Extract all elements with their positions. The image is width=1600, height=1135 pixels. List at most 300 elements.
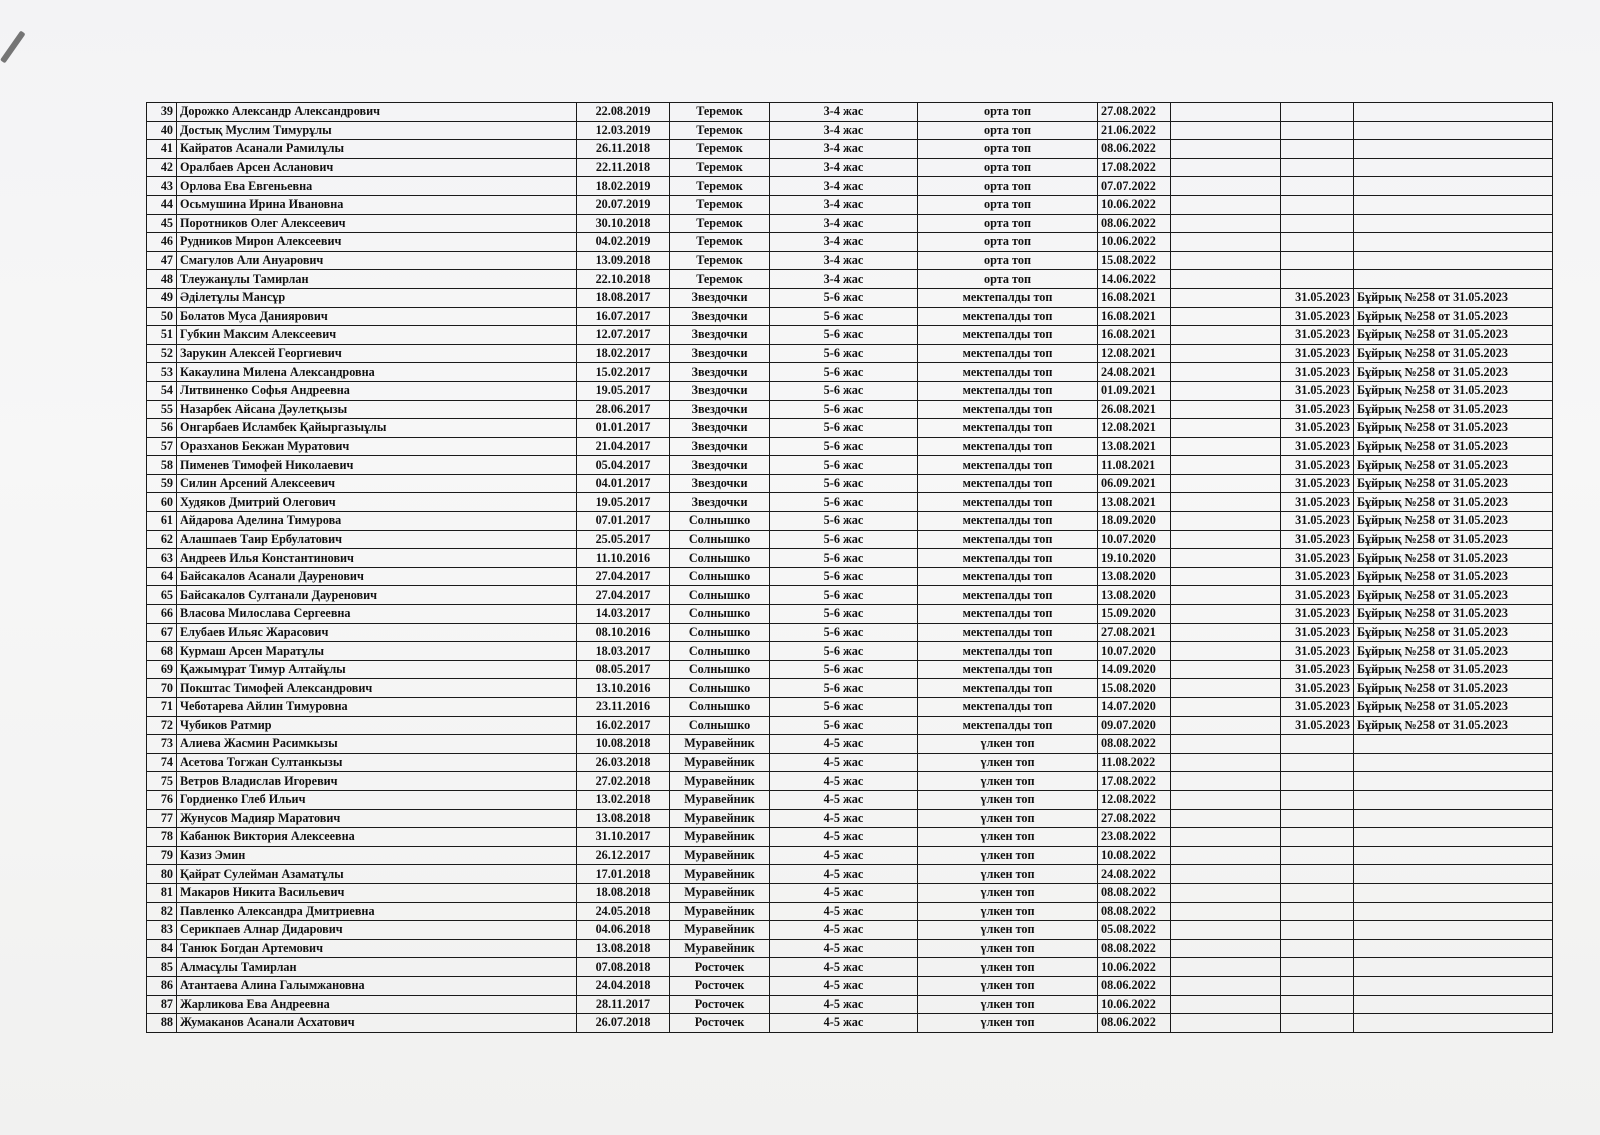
age-range-cell: 4-5 жас bbox=[770, 772, 918, 791]
group-level-cell: мектепалды топ bbox=[918, 549, 1098, 568]
group-name-cell: Теремок bbox=[670, 177, 770, 196]
group-name-cell: Солнышко bbox=[670, 605, 770, 624]
age-range-cell: 5-6 жас bbox=[770, 698, 918, 717]
row-number-cell: 70 bbox=[147, 679, 177, 698]
group-name-cell: Росточек bbox=[670, 958, 770, 977]
child-name-cell: Тлеужанұлы Тамирлан bbox=[177, 270, 577, 289]
admission-date-cell: 13.08.2021 bbox=[1098, 493, 1171, 512]
admission-date-cell: 27.08.2022 bbox=[1098, 103, 1171, 122]
table-row bbox=[147, 865, 1553, 884]
empty-cell-cell bbox=[1171, 809, 1281, 828]
departure-date-cell bbox=[1281, 772, 1354, 791]
departure-date-cell: 31.05.2023 bbox=[1281, 549, 1354, 568]
group-name-cell: Звездочки bbox=[670, 493, 770, 512]
age-range-cell: 5-6 жас bbox=[770, 567, 918, 586]
departure-date-cell: 31.05.2023 bbox=[1281, 437, 1354, 456]
empty-cell-cell bbox=[1171, 716, 1281, 735]
empty-cell-cell bbox=[1171, 642, 1281, 661]
admission-date-cell: 07.07.2022 bbox=[1098, 177, 1171, 196]
order-reference-cell: Бұйрық №258 от 31.05.2023 bbox=[1354, 474, 1553, 493]
admission-date-cell: 14.06.2022 bbox=[1098, 270, 1171, 289]
departure-date-cell: 31.05.2023 bbox=[1281, 660, 1354, 679]
departure-date-cell bbox=[1281, 158, 1354, 177]
row-number-cell: 68 bbox=[147, 642, 177, 661]
table-row bbox=[147, 1014, 1553, 1033]
admission-date-cell: 10.06.2022 bbox=[1098, 195, 1171, 214]
age-range-cell: 4-5 жас bbox=[770, 735, 918, 754]
row-number-cell: 88 bbox=[147, 1014, 177, 1033]
group-name-cell: Солнышко bbox=[670, 698, 770, 717]
empty-cell-cell bbox=[1171, 883, 1281, 902]
group-level-cell: мектепалды топ bbox=[918, 642, 1098, 661]
departure-date-cell: 31.05.2023 bbox=[1281, 326, 1354, 345]
table-row bbox=[147, 512, 1553, 531]
child-name-cell: Смагулов Али Ануарович bbox=[177, 251, 577, 270]
departure-date-cell: 31.05.2023 bbox=[1281, 567, 1354, 586]
table-row bbox=[147, 586, 1553, 605]
child-name-cell: Айдарова Аделина Тимурова bbox=[177, 512, 577, 531]
departure-date-cell: 31.05.2023 bbox=[1281, 586, 1354, 605]
departure-date-cell bbox=[1281, 735, 1354, 754]
age-range-cell: 4-5 жас bbox=[770, 902, 918, 921]
table-row bbox=[147, 419, 1553, 438]
admission-date-cell: 08.08.2022 bbox=[1098, 883, 1171, 902]
departure-date-cell bbox=[1281, 177, 1354, 196]
group-level-cell: орта топ bbox=[918, 103, 1098, 122]
child-name-cell: Назарбек Айсана Дәулетқызы bbox=[177, 400, 577, 419]
child-name-cell: Макаров Никита Васильевич bbox=[177, 883, 577, 902]
order-reference-cell: Бұйрық №258 от 31.05.2023 bbox=[1354, 419, 1553, 438]
admission-date-cell: 24.08.2021 bbox=[1098, 363, 1171, 382]
order-reference-cell: Бұйрық №258 от 31.05.2023 bbox=[1354, 307, 1553, 326]
departure-date-cell bbox=[1281, 939, 1354, 958]
order-reference-cell bbox=[1354, 958, 1553, 977]
group-level-cell: үлкен топ bbox=[918, 939, 1098, 958]
age-range-cell: 5-6 жас bbox=[770, 530, 918, 549]
order-reference-cell: Бұйрық №258 от 31.05.2023 bbox=[1354, 549, 1553, 568]
admission-date-cell: 12.08.2022 bbox=[1098, 790, 1171, 809]
empty-cell-cell bbox=[1171, 865, 1281, 884]
admission-date-cell: 10.06.2022 bbox=[1098, 958, 1171, 977]
birth-date-cell: 13.10.2016 bbox=[577, 679, 670, 698]
empty-cell-cell bbox=[1171, 251, 1281, 270]
group-name-cell: Звездочки bbox=[670, 363, 770, 382]
child-name-cell: Чубиков Ратмир bbox=[177, 716, 577, 735]
child-name-cell: Байсакалов Асанали Дауренович bbox=[177, 567, 577, 586]
empty-cell-cell bbox=[1171, 121, 1281, 140]
empty-cell-cell bbox=[1171, 177, 1281, 196]
empty-cell-cell bbox=[1171, 828, 1281, 847]
row-number-cell: 57 bbox=[147, 437, 177, 456]
age-range-cell: 4-5 жас bbox=[770, 828, 918, 847]
group-level-cell: мектепалды топ bbox=[918, 716, 1098, 735]
row-number-cell: 43 bbox=[147, 177, 177, 196]
order-reference-cell: Бұйрық №258 от 31.05.2023 bbox=[1354, 512, 1553, 531]
departure-date-cell bbox=[1281, 140, 1354, 159]
admission-date-cell: 08.06.2022 bbox=[1098, 1014, 1171, 1033]
row-number-cell: 65 bbox=[147, 586, 177, 605]
row-number-cell: 77 bbox=[147, 809, 177, 828]
row-number-cell: 61 bbox=[147, 512, 177, 531]
group-level-cell: үлкен топ bbox=[918, 976, 1098, 995]
empty-cell-cell bbox=[1171, 419, 1281, 438]
table-row bbox=[147, 660, 1553, 679]
admission-date-cell: 06.09.2021 bbox=[1098, 474, 1171, 493]
birth-date-cell: 26.03.2018 bbox=[577, 753, 670, 772]
order-reference-cell bbox=[1354, 270, 1553, 289]
admission-date-cell: 08.08.2022 bbox=[1098, 735, 1171, 754]
birth-date-cell: 18.02.2017 bbox=[577, 344, 670, 363]
group-name-cell: Теремок bbox=[670, 195, 770, 214]
group-name-cell: Звездочки bbox=[670, 307, 770, 326]
order-reference-cell bbox=[1354, 195, 1553, 214]
group-name-cell: Солнышко bbox=[670, 642, 770, 661]
empty-cell-cell bbox=[1171, 735, 1281, 754]
empty-cell-cell bbox=[1171, 698, 1281, 717]
group-name-cell: Муравейник bbox=[670, 809, 770, 828]
departure-date-cell: 31.05.2023 bbox=[1281, 679, 1354, 698]
row-number-cell: 84 bbox=[147, 939, 177, 958]
order-reference-cell bbox=[1354, 809, 1553, 828]
group-name-cell: Звездочки bbox=[670, 381, 770, 400]
group-name-cell: Муравейник bbox=[670, 753, 770, 772]
table-row bbox=[147, 902, 1553, 921]
row-number-cell: 76 bbox=[147, 790, 177, 809]
group-level-cell: мектепалды топ bbox=[918, 419, 1098, 438]
child-name-cell: Алашпаев Таир Ербулатович bbox=[177, 530, 577, 549]
group-name-cell: Муравейник bbox=[670, 828, 770, 847]
order-reference-cell: Бұйрық №258 от 31.05.2023 bbox=[1354, 660, 1553, 679]
order-reference-cell bbox=[1354, 865, 1553, 884]
group-name-cell: Звездочки bbox=[670, 474, 770, 493]
table-row bbox=[147, 958, 1553, 977]
table-row bbox=[147, 437, 1553, 456]
age-range-cell: 5-6 жас bbox=[770, 307, 918, 326]
admission-date-cell: 10.07.2020 bbox=[1098, 642, 1171, 661]
admission-date-cell: 13.08.2020 bbox=[1098, 586, 1171, 605]
empty-cell-cell bbox=[1171, 605, 1281, 624]
group-name-cell: Теремок bbox=[670, 251, 770, 270]
child-name-cell: Атантаева Алина Галымжановна bbox=[177, 976, 577, 995]
birth-date-cell: 04.06.2018 bbox=[577, 921, 670, 940]
age-range-cell: 5-6 жас bbox=[770, 381, 918, 400]
group-name-cell: Звездочки bbox=[670, 400, 770, 419]
group-name-cell: Солнышко bbox=[670, 623, 770, 642]
child-name-cell: Чеботарева Айлин Тимуровна bbox=[177, 698, 577, 717]
age-range-cell: 4-5 жас bbox=[770, 1014, 918, 1033]
table-row bbox=[147, 605, 1553, 624]
row-number-cell: 50 bbox=[147, 307, 177, 326]
group-level-cell: орта топ bbox=[918, 140, 1098, 159]
empty-cell-cell bbox=[1171, 363, 1281, 382]
admission-date-cell: 08.06.2022 bbox=[1098, 140, 1171, 159]
child-name-cell: Какаулина Милена Александровна bbox=[177, 363, 577, 382]
row-number-cell: 60 bbox=[147, 493, 177, 512]
row-number-cell: 64 bbox=[147, 567, 177, 586]
order-reference-cell bbox=[1354, 790, 1553, 809]
table-row bbox=[147, 326, 1553, 345]
age-range-cell: 5-6 жас bbox=[770, 456, 918, 475]
empty-cell-cell bbox=[1171, 976, 1281, 995]
group-level-cell: үлкен топ bbox=[918, 753, 1098, 772]
child-name-cell: Танюк Богдан Артемович bbox=[177, 939, 577, 958]
age-range-cell: 4-5 жас bbox=[770, 846, 918, 865]
admission-date-cell: 09.07.2020 bbox=[1098, 716, 1171, 735]
group-name-cell: Звездочки bbox=[670, 456, 770, 475]
order-reference-cell bbox=[1354, 995, 1553, 1014]
row-number-cell: 72 bbox=[147, 716, 177, 735]
group-level-cell: орта топ bbox=[918, 251, 1098, 270]
admission-date-cell: 15.08.2022 bbox=[1098, 251, 1171, 270]
group-level-cell: мектепалды топ bbox=[918, 456, 1098, 475]
departure-date-cell: 31.05.2023 bbox=[1281, 363, 1354, 382]
row-number-cell: 54 bbox=[147, 381, 177, 400]
empty-cell-cell bbox=[1171, 753, 1281, 772]
order-reference-cell bbox=[1354, 251, 1553, 270]
age-range-cell: 4-5 жас bbox=[770, 809, 918, 828]
age-range-cell: 3-4 жас bbox=[770, 251, 918, 270]
empty-cell-cell bbox=[1171, 344, 1281, 363]
empty-cell-cell bbox=[1171, 474, 1281, 493]
birth-date-cell: 13.08.2018 bbox=[577, 939, 670, 958]
birth-date-cell: 25.05.2017 bbox=[577, 530, 670, 549]
birth-date-cell: 26.11.2018 bbox=[577, 140, 670, 159]
birth-date-cell: 12.03.2019 bbox=[577, 121, 670, 140]
departure-date-cell: 31.05.2023 bbox=[1281, 642, 1354, 661]
order-reference-cell: Бұйрық №258 от 31.05.2023 bbox=[1354, 530, 1553, 549]
group-level-cell: мектепалды топ bbox=[918, 474, 1098, 493]
children-roster-table bbox=[146, 102, 1553, 1033]
group-name-cell: Муравейник bbox=[670, 772, 770, 791]
empty-cell-cell bbox=[1171, 549, 1281, 568]
admission-date-cell: 26.08.2021 bbox=[1098, 400, 1171, 419]
age-range-cell: 5-6 жас bbox=[770, 474, 918, 493]
group-level-cell: мектепалды топ bbox=[918, 437, 1098, 456]
order-reference-cell bbox=[1354, 753, 1553, 772]
child-name-cell: Силин Арсений Алексеевич bbox=[177, 474, 577, 493]
row-number-cell: 78 bbox=[147, 828, 177, 847]
child-name-cell: Осьмушина Ирина Ивановна bbox=[177, 195, 577, 214]
table-row bbox=[147, 270, 1553, 289]
group-level-cell: мектепалды топ bbox=[918, 679, 1098, 698]
row-number-cell: 42 bbox=[147, 158, 177, 177]
birth-date-cell: 31.10.2017 bbox=[577, 828, 670, 847]
group-name-cell: Солнышко bbox=[670, 567, 770, 586]
birth-date-cell: 27.02.2018 bbox=[577, 772, 670, 791]
age-range-cell: 3-4 жас bbox=[770, 195, 918, 214]
table-row bbox=[147, 456, 1553, 475]
group-name-cell: Муравейник bbox=[670, 921, 770, 940]
admission-date-cell: 01.09.2021 bbox=[1098, 381, 1171, 400]
birth-date-cell: 24.04.2018 bbox=[577, 976, 670, 995]
row-number-cell: 67 bbox=[147, 623, 177, 642]
birth-date-cell: 22.11.2018 bbox=[577, 158, 670, 177]
table-row bbox=[147, 121, 1553, 140]
group-name-cell: Солнышко bbox=[670, 679, 770, 698]
row-number-cell: 83 bbox=[147, 921, 177, 940]
order-reference-cell: Бұйрық №258 от 31.05.2023 bbox=[1354, 642, 1553, 661]
age-range-cell: 4-5 жас bbox=[770, 921, 918, 940]
child-name-cell: Онгарбаев Исламбек Қайыргазыұлы bbox=[177, 419, 577, 438]
row-number-cell: 62 bbox=[147, 530, 177, 549]
departure-date-cell: 31.05.2023 bbox=[1281, 493, 1354, 512]
child-name-cell: Кайратов Асанали Рамилұлы bbox=[177, 140, 577, 159]
departure-date-cell: 31.05.2023 bbox=[1281, 605, 1354, 624]
group-level-cell: мектепалды топ bbox=[918, 605, 1098, 624]
departure-date-cell: 31.05.2023 bbox=[1281, 716, 1354, 735]
table-row bbox=[147, 363, 1553, 382]
row-number-cell: 58 bbox=[147, 456, 177, 475]
group-level-cell: үлкен топ bbox=[918, 883, 1098, 902]
birth-date-cell: 13.08.2018 bbox=[577, 809, 670, 828]
row-number-cell: 56 bbox=[147, 419, 177, 438]
departure-date-cell bbox=[1281, 846, 1354, 865]
age-range-cell: 3-4 жас bbox=[770, 121, 918, 140]
row-number-cell: 51 bbox=[147, 326, 177, 345]
row-number-cell: 40 bbox=[147, 121, 177, 140]
group-name-cell: Муравейник bbox=[670, 902, 770, 921]
birth-date-cell: 15.02.2017 bbox=[577, 363, 670, 382]
age-range-cell: 4-5 жас bbox=[770, 939, 918, 958]
order-reference-cell bbox=[1354, 140, 1553, 159]
admission-date-cell: 24.08.2022 bbox=[1098, 865, 1171, 884]
row-number-cell: 66 bbox=[147, 605, 177, 624]
group-level-cell: үлкен топ bbox=[918, 846, 1098, 865]
group-name-cell: Звездочки bbox=[670, 344, 770, 363]
table-row bbox=[147, 233, 1553, 252]
birth-date-cell: 08.05.2017 bbox=[577, 660, 670, 679]
table-row bbox=[147, 623, 1553, 642]
order-reference-cell bbox=[1354, 177, 1553, 196]
group-name-cell: Росточек bbox=[670, 995, 770, 1014]
child-name-cell: Болатов Муса Даниярович bbox=[177, 307, 577, 326]
admission-date-cell: 11.08.2021 bbox=[1098, 456, 1171, 475]
group-level-cell: мектепалды топ bbox=[918, 381, 1098, 400]
table-row bbox=[147, 530, 1553, 549]
age-range-cell: 4-5 жас bbox=[770, 790, 918, 809]
admission-date-cell: 08.08.2022 bbox=[1098, 902, 1171, 921]
departure-date-cell bbox=[1281, 995, 1354, 1014]
table-row bbox=[147, 288, 1553, 307]
admission-date-cell: 15.09.2020 bbox=[1098, 605, 1171, 624]
group-name-cell: Теремок bbox=[670, 270, 770, 289]
admission-date-cell: 11.08.2022 bbox=[1098, 753, 1171, 772]
order-reference-cell: Бұйрық №258 от 31.05.2023 bbox=[1354, 716, 1553, 735]
table-row bbox=[147, 251, 1553, 270]
group-level-cell: мектепалды топ bbox=[918, 363, 1098, 382]
group-level-cell: мектепалды топ bbox=[918, 344, 1098, 363]
departure-date-cell bbox=[1281, 976, 1354, 995]
child-name-cell: Покштас Тимофей Александрович bbox=[177, 679, 577, 698]
row-number-cell: 81 bbox=[147, 883, 177, 902]
table-row bbox=[147, 790, 1553, 809]
order-reference-cell: Бұйрық №258 от 31.05.2023 bbox=[1354, 344, 1553, 363]
empty-cell-cell bbox=[1171, 939, 1281, 958]
order-reference-cell: Бұйрық №258 от 31.05.2023 bbox=[1354, 326, 1553, 345]
empty-cell-cell bbox=[1171, 270, 1281, 289]
group-level-cell: мектепалды топ bbox=[918, 307, 1098, 326]
group-name-cell: Солнышко bbox=[670, 512, 770, 531]
order-reference-cell: Бұйрық №258 от 31.05.2023 bbox=[1354, 493, 1553, 512]
age-range-cell: 5-6 жас bbox=[770, 437, 918, 456]
group-name-cell: Звездочки bbox=[670, 437, 770, 456]
age-range-cell: 5-6 жас bbox=[770, 586, 918, 605]
child-name-cell: Губкин Максим Алексеевич bbox=[177, 326, 577, 345]
group-level-cell: мектепалды топ bbox=[918, 698, 1098, 717]
departure-date-cell bbox=[1281, 1014, 1354, 1033]
admission-date-cell: 27.08.2021 bbox=[1098, 623, 1171, 642]
table-row bbox=[147, 474, 1553, 493]
age-range-cell: 5-6 жас bbox=[770, 605, 918, 624]
birth-date-cell: 26.07.2018 bbox=[577, 1014, 670, 1033]
empty-cell-cell bbox=[1171, 660, 1281, 679]
table-row bbox=[147, 883, 1553, 902]
departure-date-cell bbox=[1281, 958, 1354, 977]
row-number-cell: 53 bbox=[147, 363, 177, 382]
birth-date-cell: 22.10.2018 bbox=[577, 270, 670, 289]
departure-date-cell: 31.05.2023 bbox=[1281, 381, 1354, 400]
empty-cell-cell bbox=[1171, 1014, 1281, 1033]
group-level-cell: мектепалды топ bbox=[918, 530, 1098, 549]
age-range-cell: 4-5 жас bbox=[770, 865, 918, 884]
group-level-cell: үлкен топ bbox=[918, 790, 1098, 809]
age-range-cell: 3-4 жас bbox=[770, 270, 918, 289]
group-level-cell: мектепалды топ bbox=[918, 512, 1098, 531]
group-name-cell: Теремок bbox=[670, 214, 770, 233]
group-level-cell: үлкен топ bbox=[918, 921, 1098, 940]
empty-cell-cell bbox=[1171, 921, 1281, 940]
group-level-cell: мектепалды топ bbox=[918, 660, 1098, 679]
child-name-cell: Литвиненко Софья Андреевна bbox=[177, 381, 577, 400]
child-name-cell: Худяков Дмитрий Олегович bbox=[177, 493, 577, 512]
age-range-cell: 5-6 жас bbox=[770, 363, 918, 382]
child-name-cell: Зарукин Алексей Георгиевич bbox=[177, 344, 577, 363]
birth-date-cell: 19.05.2017 bbox=[577, 493, 670, 512]
group-name-cell: Теремок bbox=[670, 140, 770, 159]
admission-date-cell: 10.06.2022 bbox=[1098, 995, 1171, 1014]
group-level-cell: мектепалды топ bbox=[918, 586, 1098, 605]
roster-body bbox=[147, 103, 1553, 1033]
row-number-cell: 47 bbox=[147, 251, 177, 270]
birth-date-cell: 20.07.2019 bbox=[577, 195, 670, 214]
order-reference-cell: Бұйрық №258 от 31.05.2023 bbox=[1354, 288, 1553, 307]
departure-date-cell bbox=[1281, 790, 1354, 809]
table-row bbox=[147, 140, 1553, 159]
table-row bbox=[147, 177, 1553, 196]
departure-date-cell bbox=[1281, 828, 1354, 847]
group-name-cell: Звездочки bbox=[670, 326, 770, 345]
order-reference-cell bbox=[1354, 735, 1553, 754]
child-name-cell: Дорожко Александр Александрович bbox=[177, 103, 577, 122]
order-reference-cell bbox=[1354, 214, 1553, 233]
empty-cell-cell bbox=[1171, 233, 1281, 252]
table-row bbox=[147, 642, 1553, 661]
table-row bbox=[147, 846, 1553, 865]
order-reference-cell: Бұйрық №258 от 31.05.2023 bbox=[1354, 567, 1553, 586]
row-number-cell: 46 bbox=[147, 233, 177, 252]
birth-date-cell: 18.02.2019 bbox=[577, 177, 670, 196]
table-row bbox=[147, 214, 1553, 233]
admission-date-cell: 23.08.2022 bbox=[1098, 828, 1171, 847]
age-range-cell: 4-5 жас bbox=[770, 958, 918, 977]
birth-date-cell: 26.12.2017 bbox=[577, 846, 670, 865]
child-name-cell: Жарликова Ева Андреевна bbox=[177, 995, 577, 1014]
departure-date-cell bbox=[1281, 753, 1354, 772]
child-name-cell: Пименев Тимофей Николаевич bbox=[177, 456, 577, 475]
table-row bbox=[147, 828, 1553, 847]
age-range-cell: 3-4 жас bbox=[770, 233, 918, 252]
empty-cell-cell bbox=[1171, 902, 1281, 921]
